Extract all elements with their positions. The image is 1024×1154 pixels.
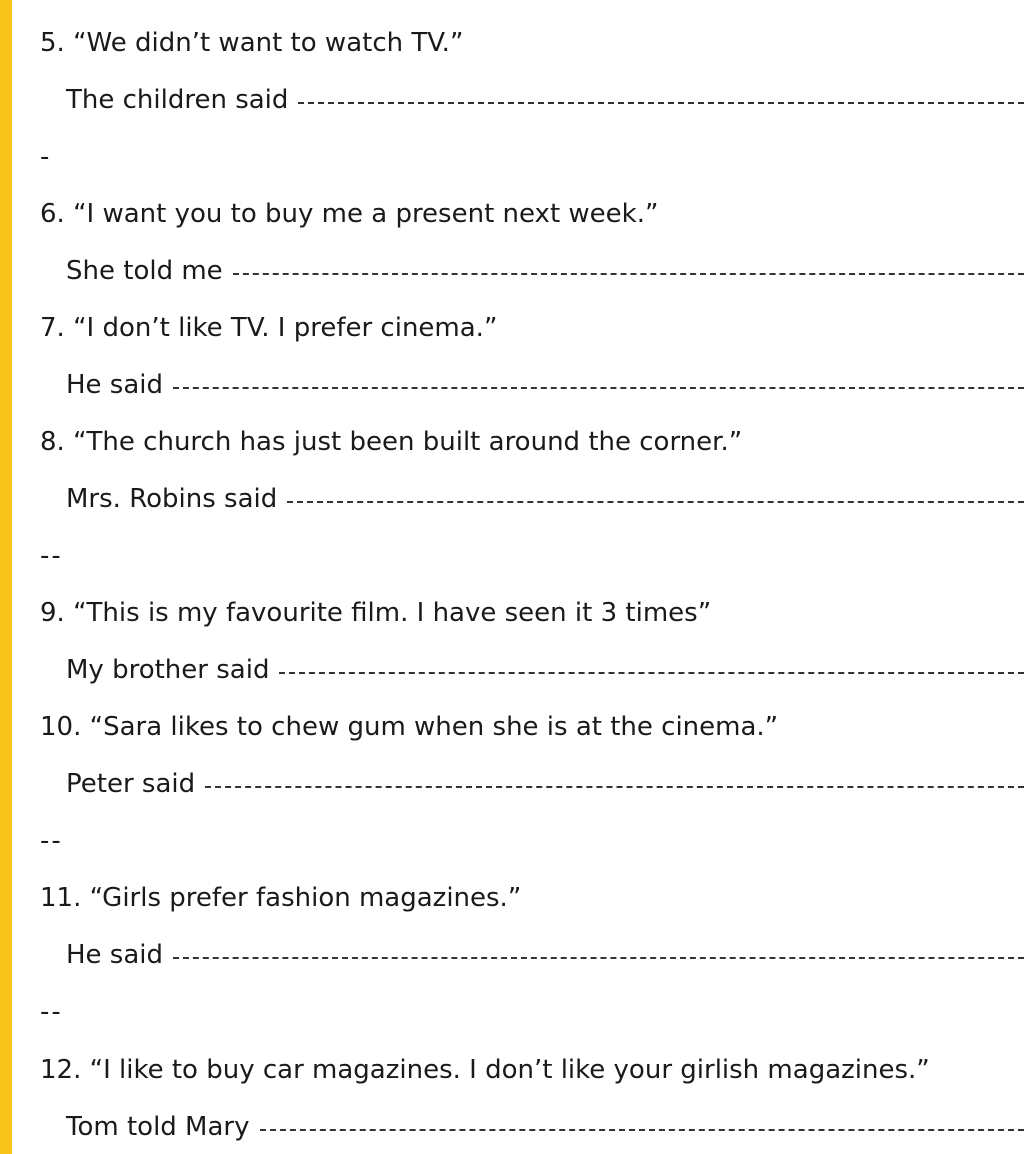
answer-blank[interactable] [233, 273, 1024, 275]
question-quote: “This is my favourite film. I have seen it 3 times” [73, 598, 712, 628]
question-number: 6. [40, 199, 65, 229]
question-number: 12. [40, 1055, 82, 1085]
question-quote: “We didn’t want to watch TV.” [73, 28, 464, 58]
answer-continuation-5: - [40, 142, 52, 172]
answer-line-7[interactable] [66, 368, 1024, 402]
answer-lead: Mrs. Robins said [66, 484, 278, 514]
answer-blank[interactable] [205, 786, 1024, 788]
question-quote: “Sara likes to chew gum when she is at the cinema.” [89, 712, 779, 742]
answer-continuation-10: -- [40, 826, 63, 856]
answer-lead: My brother said [66, 655, 270, 685]
accent-bar [0, 0, 12, 1154]
question-number: 5. [40, 28, 65, 58]
answer-lead: Peter said [66, 769, 196, 799]
answer-blank[interactable] [260, 1129, 1024, 1131]
question-quote: “The church has just been built around the corner.” [73, 427, 743, 457]
question-7 [40, 311, 497, 345]
answer-line-8[interactable] [66, 482, 1024, 516]
answer-lead: The children said [66, 85, 289, 115]
answer-continuation-11: -- [40, 997, 63, 1027]
answer-line-12[interactable] [66, 1110, 1024, 1144]
answer-lead: He said [66, 370, 164, 400]
answer-line-11[interactable] [66, 938, 1024, 972]
answer-blank[interactable] [287, 501, 1024, 503]
question-5 [40, 26, 463, 60]
question-12 [40, 1053, 930, 1087]
question-6 [40, 197, 658, 231]
question-10 [40, 710, 778, 744]
answer-lead: She told me [66, 256, 223, 286]
answer-blank[interactable] [298, 102, 1024, 104]
question-quote: “Girls prefer fashion magazines.” [89, 883, 522, 913]
question-number: 10. [40, 712, 82, 742]
question-number: 9. [40, 598, 65, 628]
question-quote: “I like to buy car magazines. I don’t like your girlish magazines.” [89, 1055, 930, 1085]
question-8 [40, 425, 742, 459]
answer-line-10[interactable] [66, 767, 1024, 801]
answer-line-9[interactable] [66, 653, 1024, 687]
question-11 [40, 881, 521, 915]
question-quote: “I want you to buy me a present next week.” [73, 199, 659, 229]
answer-lead: He said [66, 940, 164, 970]
question-number: 8. [40, 427, 65, 457]
answer-blank[interactable] [173, 387, 1024, 389]
answer-blank[interactable] [173, 957, 1024, 959]
answer-blank[interactable] [279, 672, 1024, 674]
answer-line-5[interactable] [66, 83, 1024, 117]
question-number: 7. [40, 313, 65, 343]
answer-lead: Tom told Mary [66, 1112, 250, 1142]
question-9 [40, 596, 711, 630]
question-number: 11. [40, 883, 82, 913]
answer-continuation-8: -- [40, 541, 63, 571]
answer-line-6[interactable] [66, 254, 1024, 288]
question-quote: “I don’t like TV. I prefer cinema.” [73, 313, 498, 343]
